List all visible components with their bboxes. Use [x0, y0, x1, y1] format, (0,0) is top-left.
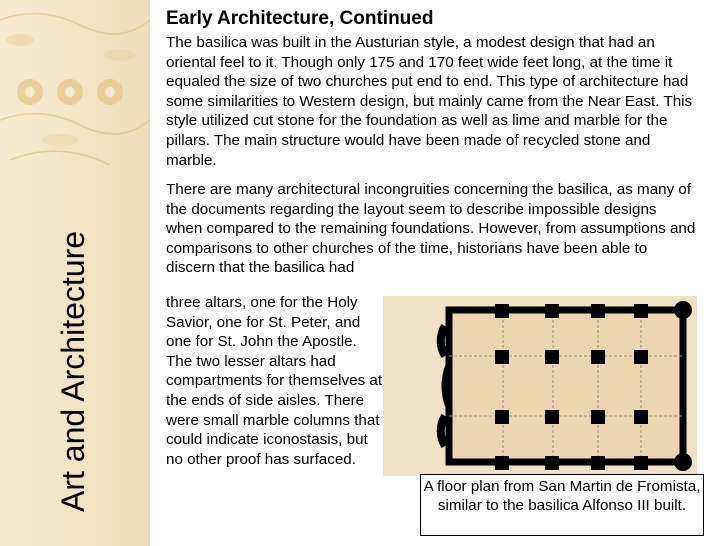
paragraph-altars: three altars, one for the Holy Savior, one for St. Peter, and one for St. John the Apostle. The two lesser altars had compartments for themselves at the ends of side aisles. There were small marble columns that could indicate iconostasis, but no other proof has surfaced. — [166, 294, 383, 468]
paragraph-incongruities: There are many architectural incongruities concerning the basilica, as many of the documents regarding the layout seem to describe impossible designs when compared to the remaining foundations. However, from assumptions and comparisons to other churches of the time, historians have been able to discern that the basilica had — [166, 181, 696, 277]
section-title-vertical: Art and Architecture — [55, 230, 91, 512]
figure-caption: A floor plan from San Martin de Fromista, similar to the basilica Alfonso III built. — [420, 474, 704, 536]
decorative-sidebar — [0, 0, 150, 546]
floor-plan-image — [383, 296, 697, 476]
page-title: Early Architecture, Continued — [166, 8, 434, 29]
paragraph-construction: The basilica was built in the Austurian style, a modest design that had an oriental feel to it. Though only 175 and 170 feet wide feet long, at the time it equaled the size of two churches put end to end. This type of architecture had some similarities to Western design, but mainly came from the Near East. This style utilized cut stone for the foundation as well as lime and marble for the pillars. The main structure would have been made of recycled stone and marble. — [166, 34, 693, 169]
